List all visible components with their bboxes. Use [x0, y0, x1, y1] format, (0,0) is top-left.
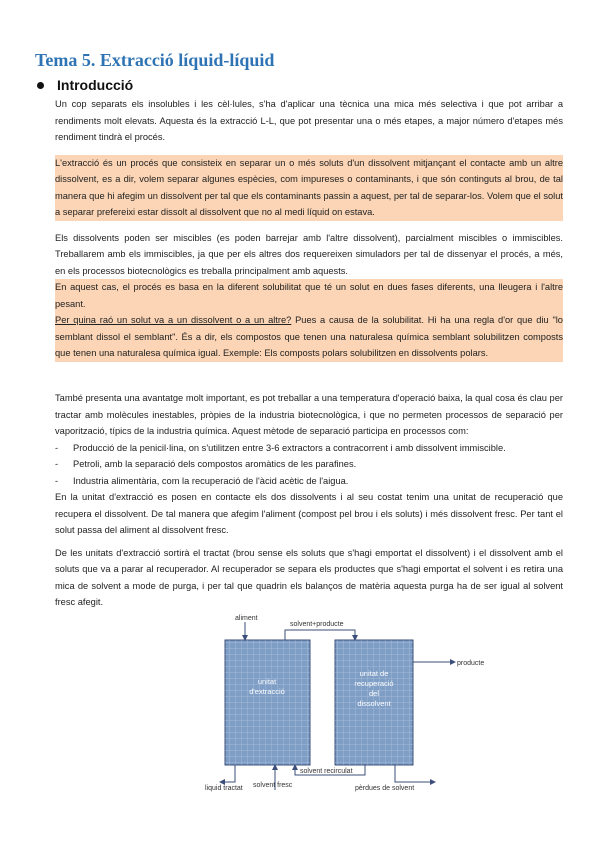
question-text: Per quina raó un solut va a un dissolvent o a un altre?: [55, 315, 292, 325]
solvent-loss-arrow: [395, 765, 435, 782]
paragraph-2-highlighted: L'extracció és un procés que consisteix en separar un o més soluts d'un dissolvent mitjançant el contacte amb un altre dissolvent, es a dir, volem separar algunes espècies, com impureses o contaminants, i que són continguts al brou, de tal manera que hi afegim un dissolvent per tal que els contaminants passin a aquest, per tal de separar-los. Volem que el solut a separar prefereixi estar dissolt al dissolvent que no al medi líquid on estava.: [55, 155, 563, 221]
label-solvent-producte: solvent+producte: [290, 621, 344, 628]
list-item: - Industria alimentària, com la recuperació de l'àcid acètic de l'aigua.: [55, 473, 563, 490]
answer-text: Pues a causa de la solubilitat. Hi ha una regla d'or que diu "lo semblant dissol el semblant". És a dir, els compostos que tenen una naturalesa química semblant solubilitzen composts que tenen una naturalesa química igual. Exemple: Els composts polars solubilitzen en dissolvents polars.: [55, 315, 563, 358]
recovery-unit-label-4: dissolvent: [357, 699, 391, 708]
label-solvent-recirculat: solvent recirculat: [300, 768, 353, 775]
label-producte: producte: [457, 660, 485, 667]
label-liquid-tractat: liquid tractat: [205, 785, 243, 792]
paragraph-1: Un cop separats els insolubles i les cèl·lules, s'ha d'aplicar una tècnica una mica més selectiva i que pot arribar a rendiments molt elevats. Aquesta és la extracció L-L, que pot presentar una o més etapes, a major número d'etapes més rendiment tindrà el procés.: [55, 99, 563, 142]
recovery-unit-box: [335, 640, 413, 765]
label-solvent-fresc: solvent fresc: [253, 782, 293, 789]
recovery-unit-label-2: recuperació: [354, 679, 394, 688]
paragraph-8: De les unitats d'extracció sortirà el tractat (brou sense els soluts que s'hagi emportat el dissolvent) i el dissolvent amb el soluts que va a parar al recuperador. Al recuperador se separa els productes que s'hagi emportat el solvent i es retira una mica de solvent a mode de purga, i per tal que quadrin els balanços de matèria aquesta purga ha de ser igual al solvent fresc afegit.: [55, 547, 563, 607]
recovery-unit-label-3: del: [368, 689, 380, 698]
paragraph-4-highlighted: En aquest cas, el procés es basa en la diferent solubilitat que té un solut en dues fases diferents, una lleugera i l'altre pesant.: [55, 279, 563, 312]
label-aliment: aliment: [235, 615, 258, 622]
process-list: [55, 440, 563, 490]
bullet-icon: [37, 82, 44, 89]
recovery-unit-label-1: unitat de: [359, 669, 389, 678]
list-item: - Petroli, amb la separació dels compostos aromàtics de les parafines.: [55, 456, 563, 473]
label-perdues-solvent: pèrdues de solvent: [355, 785, 415, 792]
page-title: Tema 5. Extracció líquid-líquid: [35, 50, 275, 70]
treated-liquid-arrow: [220, 765, 235, 782]
extraction-unit-box: [225, 640, 310, 765]
solvent-product-arrow: [285, 630, 355, 640]
section-header: [37, 77, 133, 93]
extraction-unit-label-2: d'extracció: [249, 687, 285, 696]
body-text-top: [55, 96, 563, 362]
paragraph-6: També presenta una avantatge molt important, es pot treballar a una temperatura d'operació baixa, la qual cosa és clau per tractar amb molècules inestables, pròpies de la industria biotecnològica, i que no permeten processos de separació per vaporització, típics de la industria química. Aquest mètode de separació participa en processos com:: [55, 393, 563, 436]
body-text-bottom: [55, 390, 563, 611]
section-heading: Introducció: [57, 77, 134, 93]
list-item: - Producció de la penicil·lina, on s'utilitzen entre 3-6 extractors a contracorrent i amb dissolvent immiscible.: [55, 440, 563, 457]
paragraph-7: En la unitat d'extracció es posen en contacte els dos dissolvents i al seu costat tenim una unitat de recuperació que recupera el dissolvent. De tal manera que afegim l'aliment (compost pel brou i els soluts) i més dissolvent fresc. Per tant el solut passa del aliment al dissolvent fresc.: [55, 492, 563, 535]
paragraph-3: Els dissolvents poden ser miscibles (es poden barrejar amb l'altre dissolvent), parcialment miscibles o immiscibles. Treballarem amb els immiscibles, ja que per els altres dos requereixen simuladors per tal de dissenyar el procés, a més, en els processos biotecnològics es treballa principalment amb aquests.: [55, 232, 563, 276]
paragraph-5-highlighted: [55, 312, 563, 362]
extraction-unit-label-1: unitat: [257, 677, 277, 686]
extraction-diagram: [205, 612, 505, 792]
